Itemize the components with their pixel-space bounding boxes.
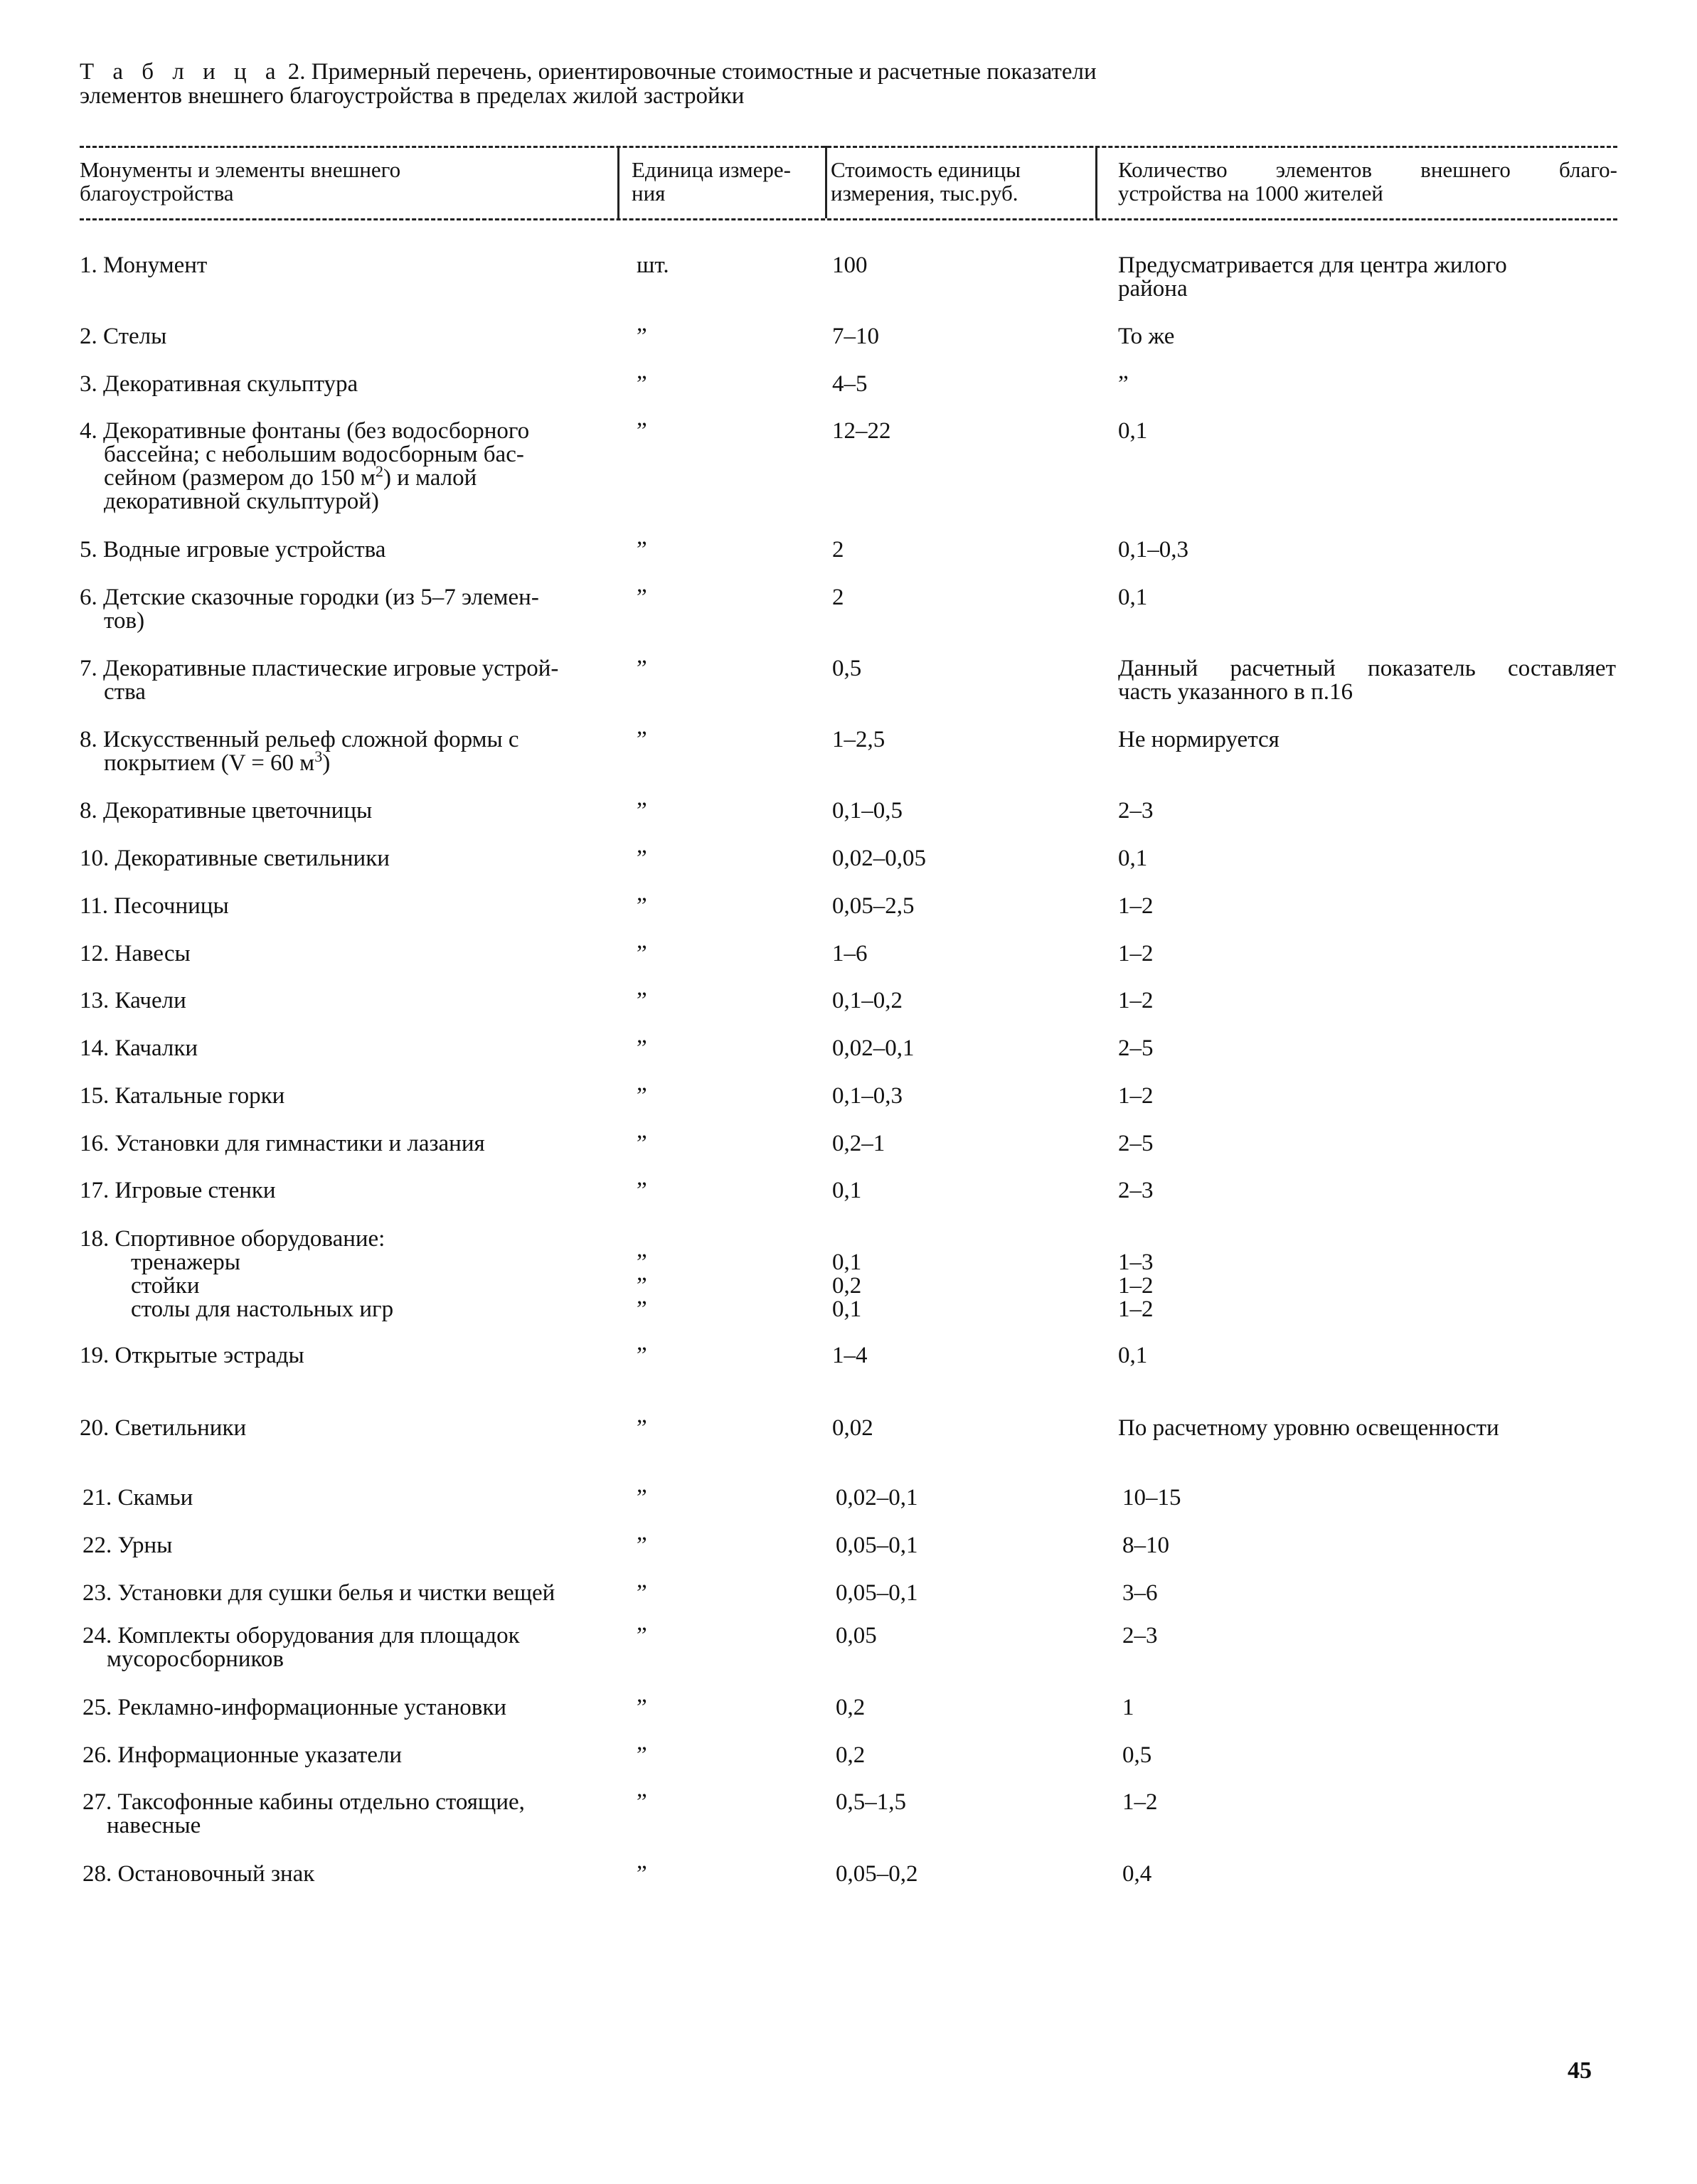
row-name: 17. Игровые стенки: [80, 1178, 276, 1203]
row-unit: ”: [637, 1695, 647, 1720]
header-separator-3: [1095, 146, 1097, 218]
row-cost: 100: [832, 252, 868, 278]
header-col-element: Монументы и элементы внешнего благоустройства: [80, 157, 401, 206]
row-unit: ”: [637, 1083, 647, 1109]
row-quantity: 2–3: [1122, 1623, 1158, 1648]
row-unit: ”: [637, 893, 647, 919]
row-unit: ”: [637, 656, 647, 681]
page-number: 45: [1568, 2057, 1592, 2084]
row-quantity: 0,1: [1118, 1343, 1148, 1368]
row-cost: 4–5: [832, 371, 868, 397]
caption-label: Т а б л и ц а: [80, 59, 282, 85]
row-name: 26. Информационные указатели: [83, 1742, 403, 1768]
header-col-unit: Единица измере- ния: [632, 157, 791, 206]
row-unit: ”: [637, 537, 647, 563]
row-unit: ”: [637, 585, 647, 610]
row-name: 21. Скамьи: [83, 1485, 193, 1511]
row-unit: ”: [637, 1343, 647, 1368]
row-quantity: 2–5: [1118, 1131, 1154, 1156]
row-quantity: 8–10: [1122, 1533, 1169, 1558]
row-quantity: Предусматривается для центра жилого района: [1118, 252, 1507, 302]
row-name: 16. Установки для гимнастики и лазания: [80, 1131, 485, 1156]
row-cost: 0,5: [832, 656, 862, 681]
row-cost: 0,2–1: [832, 1131, 885, 1156]
row-name: 8. Искусственный рельеф сложной формы с покрытием (V = 60 $м^3$): [80, 727, 519, 776]
row-unit: ”: [637, 1623, 647, 1648]
row-cost: 7–10: [832, 324, 879, 349]
row-name: 1. Монумент: [80, 252, 208, 278]
row-unit: ”: [637, 1580, 647, 1606]
row-quantity: 1–2: [1118, 1083, 1154, 1109]
row-cost: 0,05–2,5: [832, 893, 915, 919]
row-name: 11. Песочницы: [80, 893, 229, 919]
row-quantity: 2–3: [1118, 798, 1154, 824]
row-quantity: По расчетному уровню освещенности: [1118, 1415, 1499, 1441]
row-cost: 0,1–0,5: [832, 798, 903, 824]
row-unit: ”: [637, 1533, 647, 1558]
row-quantity: ”: [1118, 371, 1129, 397]
row-cost: 0,05–0,2: [836, 1861, 918, 1887]
row-quantity: 1–2: [1122, 1789, 1158, 1815]
row-cost: 0,2: [836, 1695, 866, 1720]
row-unit: ”: [637, 1035, 647, 1061]
row-cost: 0,5–1,5: [836, 1789, 906, 1815]
row-quantity: 0,1: [1118, 846, 1148, 871]
row-cost: 0,1: [832, 1178, 862, 1203]
row-quantity: Не нормируется: [1118, 727, 1280, 752]
row-quantity: То же: [1118, 324, 1175, 349]
row-unit: ”: [637, 1178, 647, 1203]
row-name: 3. Декоративная скульптура: [80, 371, 358, 397]
row-name: 14. Качалки: [80, 1035, 198, 1061]
sub-item-name: стойки: [131, 1273, 200, 1299]
row-quantity: 1–2: [1118, 988, 1154, 1013]
row-unit: ”: [637, 941, 647, 966]
header-bottom-rule: [80, 218, 1617, 220]
table-caption: [80, 60, 1218, 108]
header-top-rule: [80, 146, 1617, 148]
row-quantity: 1–3 1–2 1–2: [1118, 1250, 1154, 1322]
row-cost: 2: [832, 585, 844, 610]
row-unit: ”: [637, 727, 647, 752]
row-cost: 0,02: [832, 1415, 873, 1441]
row-unit: ”: [637, 371, 647, 397]
row-cost: 0,2: [836, 1742, 866, 1768]
row-quantity: 0,4: [1122, 1861, 1152, 1887]
row-cost: 0,05–0,1: [836, 1580, 918, 1606]
row-cost: 0,02–0,1: [832, 1035, 915, 1061]
row-quantity: 1–2: [1118, 893, 1154, 919]
row-cost: 0,05–0,1: [836, 1533, 918, 1558]
header-separator-2: [825, 146, 827, 218]
row-cost: 2: [832, 537, 844, 563]
row-unit: ”: [637, 1861, 647, 1887]
row-quantity: 0,1–0,3: [1118, 537, 1188, 563]
row-unit: ”: [637, 418, 647, 444]
row-name: 6. Детские сказочные городки (из 5–7 элемен- тов): [80, 585, 539, 634]
header-col-quantity: Количество элементов внешнего благо- устройства на 1000 жителей: [1118, 157, 1617, 206]
row-name: 25. Рекламно-информационные установки: [83, 1695, 507, 1720]
row-unit: ”: [637, 798, 647, 824]
sub-item-name: тренажеры: [131, 1250, 240, 1275]
row-name: 12. Навесы: [80, 941, 191, 966]
row-quantity: 10–15: [1122, 1485, 1181, 1511]
row-name: 27. Таксофонные кабины отдельно стоящие, навесные: [83, 1789, 525, 1838]
header-col-cost: Стоимость единицы измерения, тыс.руб.: [831, 157, 1021, 206]
header-separator-1: [617, 146, 619, 218]
caption-text-line2: элементов внешнего благоустройства в пределах жилой застройки: [80, 83, 745, 109]
row-quantity: 0,1: [1118, 585, 1148, 610]
row-name: 5. Водные игровые устройства: [80, 537, 386, 563]
row-quantity: 1: [1122, 1695, 1134, 1720]
row-quantity: 0,1: [1118, 418, 1148, 444]
row-quantity: 2–3: [1118, 1178, 1154, 1203]
row-unit: ”: [637, 1415, 647, 1441]
row-name: 19. Открытые эстрады: [80, 1343, 304, 1368]
row-name: 13. Качели: [80, 988, 186, 1013]
row-cost: 0,02–0,1: [836, 1485, 918, 1511]
row-cost: 1–4: [832, 1343, 868, 1368]
row-name: 4. Декоративные фонтаны (без водосборного бассейна; с небольшим водосборным бас- сейном (размером до 150 $м^2$) и малой декоративной скульптурой): [80, 418, 530, 514]
row-name: 8. Декоративные цветочницы: [80, 798, 373, 824]
row-unit: ”: [637, 324, 647, 349]
row-unit: ”: [637, 1789, 647, 1815]
row-name: 18. Спортивное оборудование: тренажеры стойки столы для настольных игр: [80, 1227, 606, 1321]
row-name: 23. Установки для сушки белья и чистки вещей: [83, 1580, 555, 1606]
row-unit: шт.: [637, 252, 669, 278]
row-cost: 1–2,5: [832, 727, 885, 752]
row-unit: ”: [637, 1131, 647, 1156]
row-name: 15. Катальные горки: [80, 1083, 285, 1109]
row-unit: ” ” ”: [637, 1250, 647, 1322]
row-unit: ”: [637, 1742, 647, 1768]
row-cost: 1–6: [832, 941, 868, 966]
row-unit: ”: [637, 846, 647, 871]
caption-text-line1: 2. Примерный перечень, ориентировочные стоимостные и расчетные показатели: [282, 59, 1097, 85]
row-name: 10. Декоративные светильники: [80, 846, 390, 871]
row-name: 20. Светильники: [80, 1415, 247, 1441]
row-quantity: Данный расчетный показатель составляет часть указанного в п.16: [1118, 656, 1616, 705]
row-quantity: 3–6: [1122, 1580, 1158, 1606]
row-cost: 0,05: [836, 1623, 877, 1648]
row-cost: 0,1 0,2 0,1: [832, 1250, 862, 1322]
sub-item-name: столы для настольных игр: [131, 1296, 394, 1322]
row-cost: 0,1–0,2: [832, 988, 903, 1013]
row-quantity: 0,5: [1122, 1742, 1152, 1768]
row-cost: 12–22: [832, 418, 891, 444]
row-name: 7. Декоративные пластические игровые устрой- ства: [80, 656, 559, 705]
row-cost: 0,02–0,05: [832, 846, 926, 871]
row-name: 22. Урны: [83, 1533, 173, 1558]
row-name: 2. Стелы: [80, 324, 167, 349]
row-unit: ”: [637, 1485, 647, 1511]
row-name: 28. Остановочный знак: [83, 1861, 315, 1887]
row-unit: ”: [637, 988, 647, 1013]
row-quantity: 2–5: [1118, 1035, 1154, 1061]
row-quantity: 1–2: [1118, 941, 1154, 966]
row-cost: 0,1–0,3: [832, 1083, 903, 1109]
row-name: 24. Комплекты оборудования для площадок мусоросборников: [83, 1623, 520, 1672]
